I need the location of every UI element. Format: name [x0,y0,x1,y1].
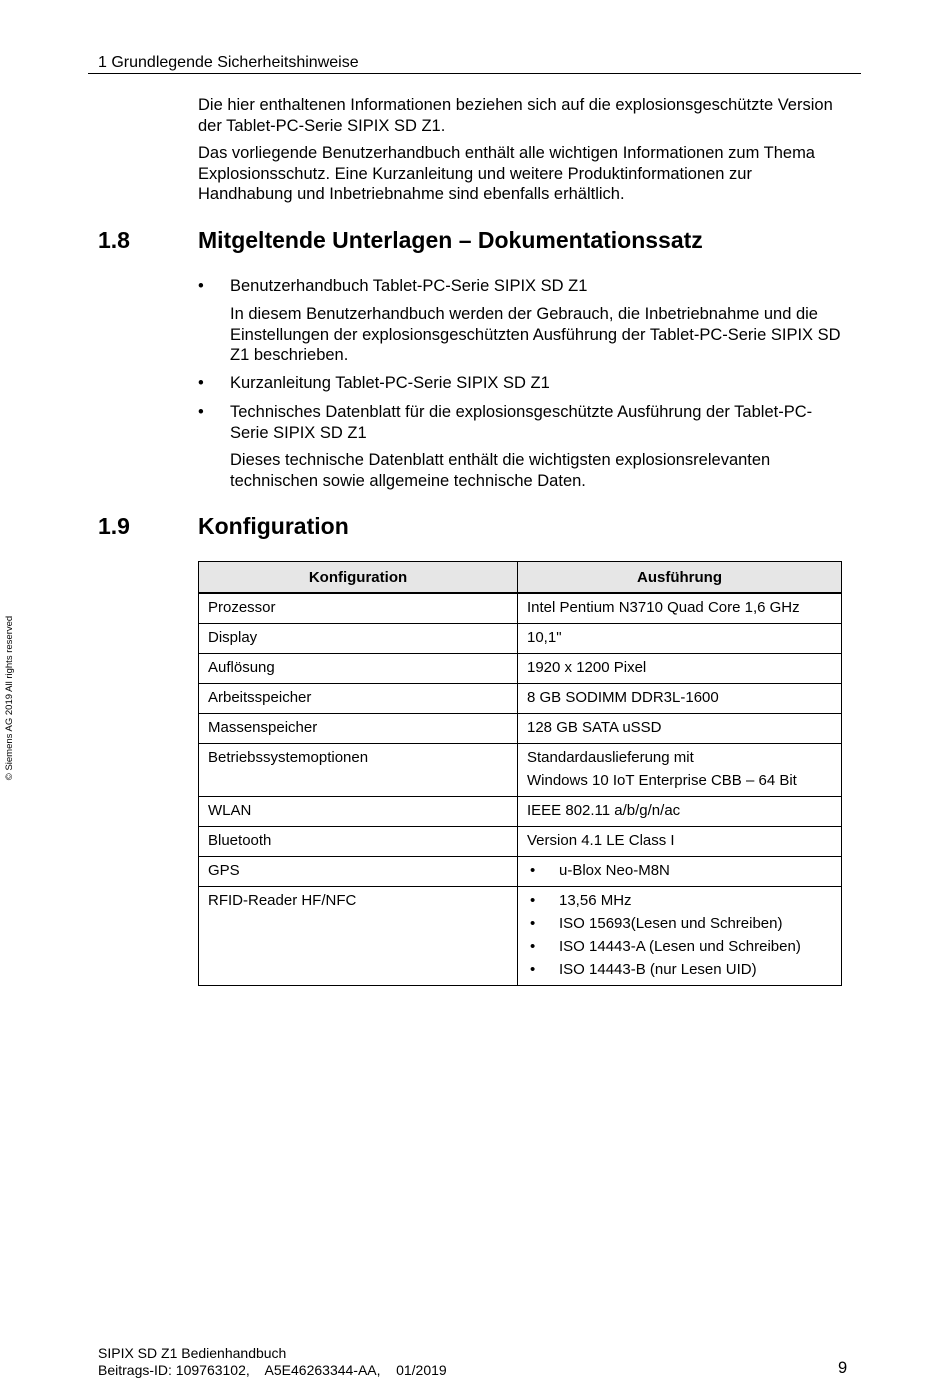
table-cell-label: Betriebssystemoptionen [199,744,518,797]
table-row [199,624,842,654]
footer-doc-title: SIPIX SD Z1 Bedienhandbuch [98,1345,287,1361]
bullet-icon: • [530,938,536,955]
bullet-icon: • [530,862,536,879]
bullet-icon: • [530,915,536,932]
bullet-icon: • [530,892,536,909]
configuration-table [198,561,842,986]
bullet-icon: • [198,277,204,295]
value-bullet-text: u-Blox Neo-M8N [559,862,670,879]
value-bullet-list [527,862,833,880]
table-cell-value [518,857,842,887]
section-1-9-number: 1.9 [98,513,130,539]
value-line: Standardauslieferung mit [527,749,694,766]
section-1-8-title: Mitgeltende Unterlagen – Dokumentationssatz [198,227,703,253]
table-cell-label: Massenspeicher [199,714,518,744]
column-header-ausfuehrung: Ausführung [518,562,842,594]
table-row [199,797,842,827]
bullet-icon: • [198,374,204,392]
table-row [199,593,842,624]
table-row [199,654,842,684]
value-line: 10,1" [527,629,562,646]
table-row [199,857,842,887]
value-line: IEEE 802.11 a/b/g/n/ac [527,802,681,819]
table-cell-value [518,827,842,857]
table-cell-value [518,624,842,654]
table-cell-label: Arbeitsspeicher [199,684,518,714]
value-line: Version 4.1 LE Class I [527,832,675,849]
list-item-description: In diesem Benutzerhandbuch werden der Gebrauch, die Inbetriebnahme und die Einstellungen der explosionsgeschützten Ausführung der Tablet-PC-Serie SIPIX SD Z1 beschrieben. [230,305,841,364]
value-bullet-item [527,892,833,910]
value-bullet-item [527,862,833,880]
value-bullet-item [527,938,833,956]
table-cell-value [518,684,842,714]
table-body [199,593,842,986]
running-header: 1 Grundlegende Sicherheitshinweise [98,54,359,71]
table-cell-label: WLAN [199,797,518,827]
bullet-icon: • [530,961,536,978]
table-cell-label: RFID-Reader HF/NFC [199,887,518,986]
value-line: 128 GB SATA uSSD [527,719,662,736]
table-cell-label: Display [199,624,518,654]
table-cell-value [518,797,842,827]
table-cell-value [518,593,842,624]
table-cell-label: GPS [199,857,518,887]
section-1-9-title: Konfiguration [198,513,349,539]
header-rule [88,73,861,74]
value-bullet-text: ISO 14443-B (nur Lesen UID) [559,961,757,978]
value-bullet-item [527,961,833,979]
table-row [199,887,842,986]
table-cell-value [518,714,842,744]
page-number: 9 [838,1359,848,1377]
value-line: Windows 10 IoT Enterprise CBB – 64 Bit [527,772,797,789]
table-row [199,714,842,744]
value-bullet-text: ISO 14443-A (Lesen und Schreiben) [559,938,801,955]
value-bullet-text: ISO 15693(Lesen und Schreiben) [559,915,783,932]
value-bullet-text: 13,56 MHz [559,892,632,909]
section-1-8-number: 1.8 [98,227,130,253]
intro-paragraph-2: Das vorliegende Benutzerhandbuch enthält alle wichtigen Informationen zum Thema Explosionsschutz. Eine Kurzanleitung und weitere Produktinformationen zur Handhabung und Inbetriebnahme sind ebenfalls erhältlich. [198,144,815,203]
table-row [199,827,842,857]
list-item-title: Technisches Datenblatt für die explosionsgeschützte Ausführung der Tablet-PC-Serie SIPIX SD Z1 [230,403,813,442]
table-row [199,744,842,797]
value-line: 8 GB SODIMM DDR3L-1600 [527,689,719,706]
table-cell-label: Auflösung [199,654,518,684]
value-bullet-item [527,915,833,933]
value-bullet-list [527,892,833,979]
list-item-title: Kurzanleitung Tablet-PC-Serie SIPIX SD Z1 [230,374,550,392]
footer-doc-ids: Beitrags-ID: 109763102, A5E46263344-AA, 01/2019 [98,1362,447,1378]
column-header-konfiguration: Konfiguration [199,562,518,594]
list-item-title: Benutzerhandbuch Tablet-PC-Serie SIPIX SD Z1 [230,277,588,295]
table-header-row [199,562,842,594]
table-cell-value [518,744,842,797]
value-line: Intel Pentium N3710 Quad Core 1,6 GHz [527,599,800,616]
bullet-icon: • [198,403,204,421]
table-cell-value [518,887,842,986]
table-cell-value [518,654,842,684]
list-item-description: Dieses technische Datenblatt enthält die wichtigsten explosionsrelevanten technischen sowie allgemeine technische Daten. [230,451,771,490]
value-line: 1920 x 1200 Pixel [527,659,647,676]
table-cell-label: Prozessor [199,593,518,624]
table-row [199,684,842,714]
table-cell-label: Bluetooth [199,827,518,857]
copyright-side-note: © Siemens AG 2019 All rights reserved [4,615,15,781]
intro-paragraph-1: Die hier enthaltenen Informationen beziehen sich auf die explosionsgeschützte Version der Tablet-PC-Serie SIPIX SD Z1. [198,96,833,135]
